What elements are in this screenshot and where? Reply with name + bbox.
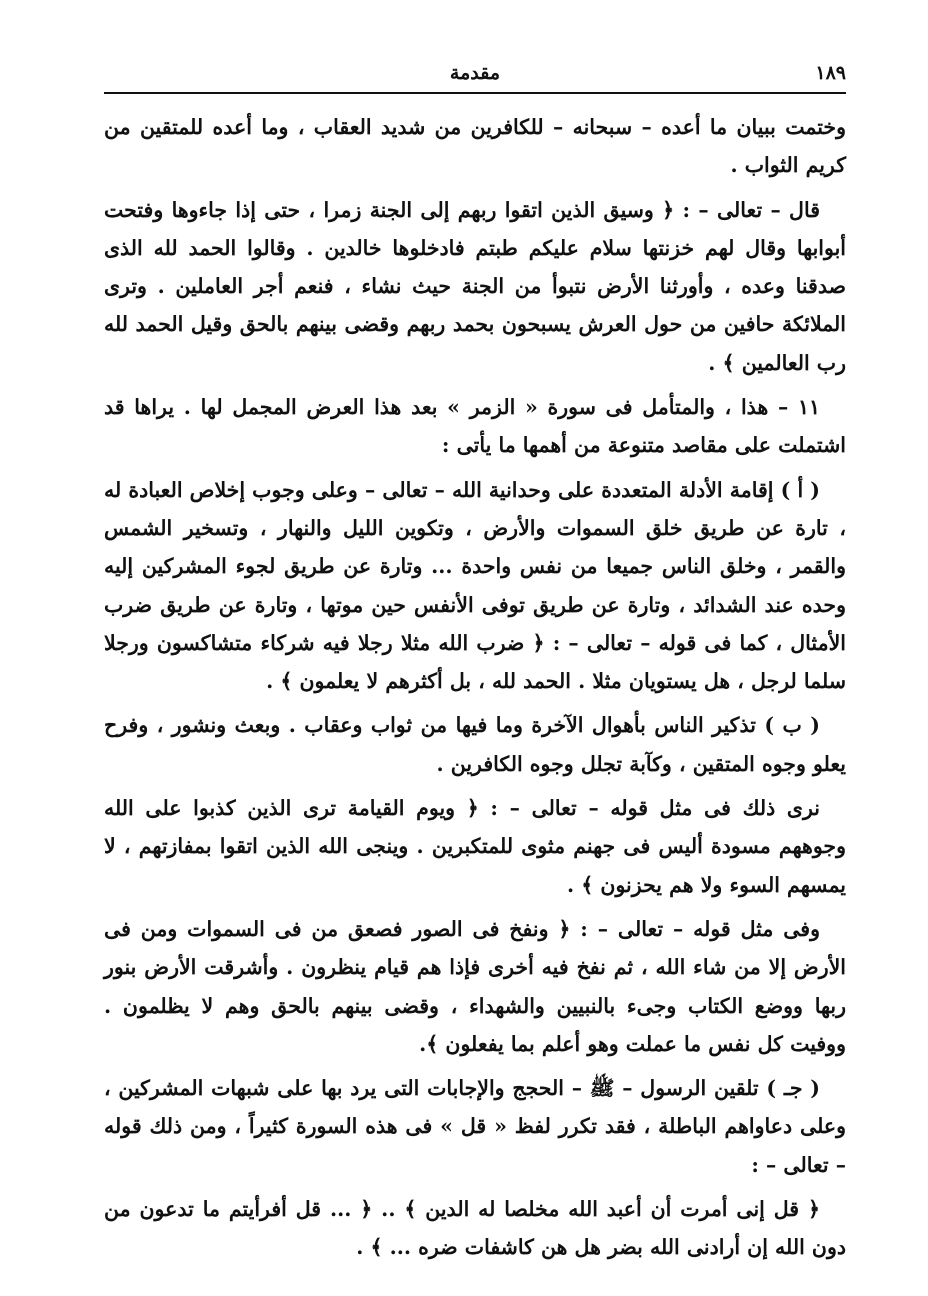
paragraph-6: نرى ذلك فى مثل قوله – تعالى – : ﴿ ويوم القيامة ترى الذين كذبوا على الله وجوههم مسودة أليس فى جهنم مثوى للمتكبرين . وينجى الله الذين اتقوا بمفازتهم ، لا يمسهم السوء ولا هم يحزنون ﴾ . [104, 796, 846, 897]
paragraph-5: ( ب ) تذكير الناس بأهوال الآخرة وما فيها من ثواب وعقاب . وبعث ونشور ، وفرح يعلو وجوه المتقين ، وكآبة تجلل وجوه الكافرين . [104, 713, 846, 776]
paragraph-8: ( جـ ) تلقين الرسول – ﷺ – الحجج والإجابات التى يرد بها على شبهات المشركين ، وعلى دعاواهم الباطلة ، فقد تكرر لفظ « قل » فى هذه السورة كثيراً ، ومن ذلك قوله – تعالى – : [104, 1076, 846, 1177]
page-number: ١٨٩ [815, 62, 846, 84]
paragraph-3: ١١ – هذا ، والمتأمل فى سورة « الزمر » بعد هذا العرض المجمل لها . يراها قد اشتملت على مقاصد متنوعة من أهمها ما يأتى : [104, 395, 846, 458]
paragraph-7: وفى مثل قوله – تعالى – : ﴿ ونفخ فى الصور فصعق من فى السموات ومن فى الأرض إلا من شاء الله ، ثم نفخ فيه أخرى فإذا هم قيام ينظرون . وأشرقت الأرض بنور ربها ووضع الكتاب وجىء بالنبيين والشهداء ، وقضى بينهم بالحق وهم لا يظلمون . ووفيت كل نفس ما عملت وهو أعلم بما يفعلون ﴾. [104, 916, 846, 1056]
running-header [104, 52, 846, 94]
page-title: مقدمة [449, 62, 501, 84]
paragraph-4: ( أ ) إقامة الأدلة المتعددة على وحدانية الله – تعالى – وعلى وجوب إخلاص العبادة له ، تارة عن طريق خلق السموات والأرض ، وتكوين الليل والنهار ، وتسخير الشمس والقمر ، وخلق الناس جميعا من نفس واحدة ... وتارة عن طريق لجوء المشركين إليه وحده عند الشدائد ، وتارة عن طريق توفى الأنفس حين موتها ، وتارة عن طريق ضرب الأمثال ، كما فى قوله – تعالى – : ﴿ ضرب الله مثلا رجلا فيه شركاء متشاكسون ورجلا سلما لرجل ، هل يستويان مثلا . الحمد لله ، بل أكثرهم لا يعلمون ﴾ . [104, 477, 846, 694]
body-text [104, 108, 846, 1267]
paragraph-2: قال – تعالى – : ﴿ وسيق الذين اتقوا ربهم إلى الجنة زمرا ، حتى إذا جاءوها وفتحت أبوابها وقال لهم خزنتها سلام عليكم طبتم فادخلوها خالدين . وقالوا الحمد لله الذى صدقنا وعده ، وأورثنا الأرض نتبوأ من الجنة حيث نشاء ، فنعم أجر العاملين . وترى الملائكة حافين من حول العرش يسبحون بحمد ربهم وقضى بينهم بالحق وقيل الحمد لله رب العالمين ﴾ . [104, 197, 846, 375]
paragraph-9: ﴿ قل إنى أمرت أن أعبد الله مخلصا له الدين ﴾ .. ﴿ ... قل أفرأيتم ما تدعون من دون الله إن أرادنى الله بضر هل هن كاشفات ضره ... ﴾ . [104, 1197, 846, 1260]
paragraph-1: وختمت ببيان ما أعده – سبحانه – للكافرين من شديد العقاب ، وما أعده للمتقين من كريم الثواب . [104, 115, 846, 178]
